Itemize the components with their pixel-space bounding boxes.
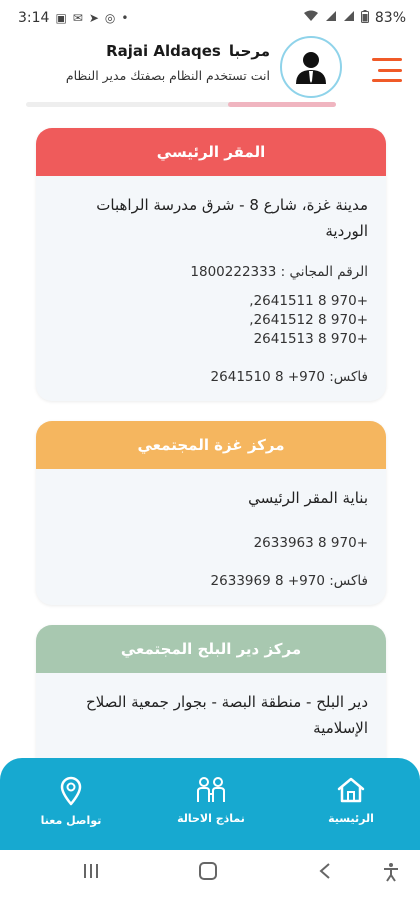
phone-list <box>54 292 368 349</box>
user-name: Rajai Aldaqes <box>106 42 221 60</box>
fax-number: فاكس: 970+ 8 2641510 <box>210 369 368 385</box>
branch-card-header: مركز دير البلح المجتمعي <box>36 625 386 673</box>
phone-number[interactable]: +970 8 2641512, <box>249 312 368 328</box>
signal-icon-2 <box>343 10 355 26</box>
nav-home[interactable] <box>296 776 406 825</box>
nav-referral-label: نماذج الاحالة <box>177 812 245 825</box>
recent-apps-button[interactable] <box>82 862 100 885</box>
phone-number[interactable]: +970 8 2641511, <box>249 293 368 309</box>
accessibility-icon <box>382 862 400 882</box>
tollfree-number: الرقم المجاني : 1800222333 <box>190 264 368 280</box>
mail-notification-icon: ✉ <box>72 11 83 25</box>
branch-address: بناية المقر الرئيسي <box>248 489 368 507</box>
home-system-button[interactable] <box>198 862 218 885</box>
back-chevron-icon <box>318 862 332 880</box>
branch-card-gaza <box>36 421 386 605</box>
greeting-text: مرحبا <box>228 42 270 60</box>
avatar[interactable] <box>280 36 342 98</box>
location-pin-icon <box>59 776 83 806</box>
user-role-text: انت تستخدم النظام بصفتك مدير النظام <box>65 68 270 83</box>
progress-track <box>26 102 336 107</box>
nav-home-label: الرئيسية <box>328 812 374 825</box>
signal-icon-1 <box>325 10 337 26</box>
status-bar <box>0 0 420 36</box>
fax-number: فاكس: 970+ 8 2633969 <box>210 573 368 589</box>
branch-card-body <box>36 176 386 401</box>
branch-card-header: مركز غزة المجتمعي <box>36 421 386 469</box>
gallery-notification-icon: ▣ <box>55 11 67 25</box>
system-navigation-bar <box>0 850 420 900</box>
whatsapp-notification-icon: ◎ <box>104 11 116 25</box>
recent-apps-icon <box>82 862 100 880</box>
branch-card-headquarters <box>36 128 386 401</box>
menu-icon[interactable] <box>372 58 402 82</box>
status-right <box>303 10 406 27</box>
nav-contact-label: تواصل معنا <box>40 814 102 827</box>
nav-referral-forms[interactable] <box>156 776 266 825</box>
battery-icon <box>361 10 369 27</box>
home-square-icon <box>198 862 218 880</box>
branch-address: مدينة غزة، شارع 8 - شرق مدرسة الراهبات الوردية <box>96 196 368 240</box>
branch-address: دير البلح - منطقة البصة - بجوار جمعية الصلاح الإسلامية <box>86 693 368 737</box>
branches-list <box>36 128 386 819</box>
user-avatar-icon <box>292 48 330 86</box>
app-header <box>0 36 420 102</box>
status-time: 3:14 <box>18 10 50 26</box>
battery-level: 83% <box>374 10 406 26</box>
welcome-block <box>66 42 270 83</box>
more-notifications-icon: • <box>121 11 129 25</box>
back-button[interactable] <box>318 862 332 885</box>
wifi-icon <box>303 10 319 26</box>
home-icon <box>336 776 366 804</box>
welcome-line <box>66 42 270 60</box>
nav-contact-us[interactable] <box>16 776 126 827</box>
telegram-notification-icon: ➤ <box>88 11 99 25</box>
progress-fill <box>228 102 337 107</box>
branch-card-header: المقر الرئيسي <box>36 128 386 176</box>
phone-number[interactable]: +970 8 2641513 <box>253 331 368 347</box>
accessibility-button[interactable] <box>382 862 400 887</box>
branch-card-body <box>36 469 386 605</box>
status-left <box>18 10 128 26</box>
people-icon <box>194 776 228 804</box>
bottom-navigation <box>0 758 420 850</box>
phone-number[interactable]: +970 8 2633963 <box>253 535 368 551</box>
